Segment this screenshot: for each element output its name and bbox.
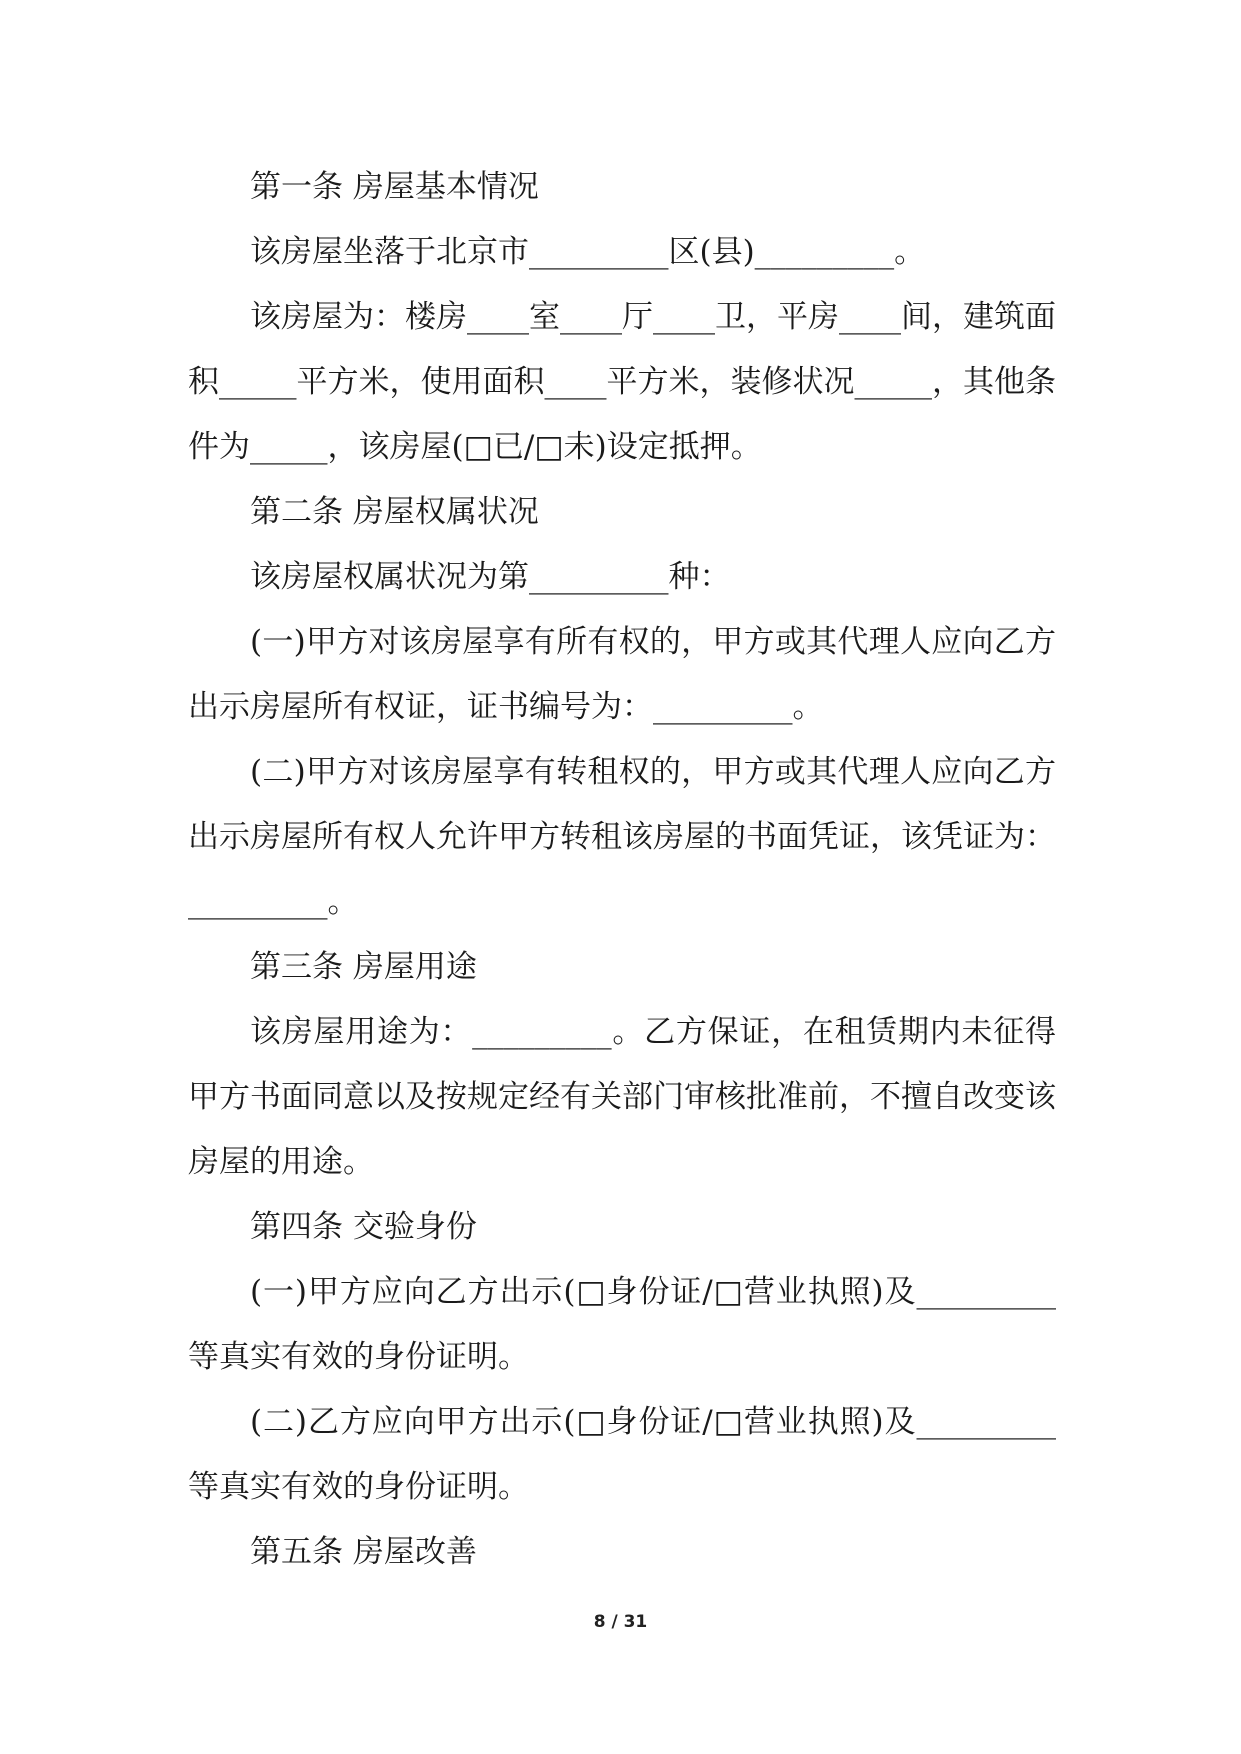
article-3-heading: 第三条 房屋用途 bbox=[250, 949, 477, 985]
article-5-heading: 第五条 房屋改善 bbox=[250, 1534, 477, 1570]
article-2-status: 该房屋权属状况为第_________种： bbox=[250, 559, 731, 595]
article-4-heading: 第四条 交验身份 bbox=[250, 1209, 477, 1245]
article-3-usage: 该房屋用途为：_________。乙方保证，在租赁期内未征得甲方书面同意以及按规定经有关部门审核批准前，不擅自改变该房屋的用途。 bbox=[188, 1014, 1056, 1180]
article-2-heading: 第二条 房屋权属状况 bbox=[250, 494, 539, 530]
article-1-heading: 第一条 房屋基本情况 bbox=[250, 169, 539, 205]
article-4-item-1: (一)甲方应向乙方出示(□身份证/□营业执照)及_________等真实有效的身份证明。 bbox=[188, 1274, 1056, 1375]
article-2-item-1: (一)甲方对该房屋享有所有权的，甲方或其代理人应向乙方出示房屋所有权证，证书编号为：_________。 bbox=[188, 624, 1056, 725]
document-body bbox=[188, 155, 1056, 1585]
article-2-item-2: (二)甲方对该房屋享有转租权的，甲方或其代理人应向乙方出示房屋所有权人允许甲方转租该房屋的书面凭证，该凭证为：_________。 bbox=[188, 754, 1056, 920]
page-number: 8 / 31 bbox=[593, 1612, 648, 1632]
article-1-location: 该房屋坐落于北京市_________区(县)_________。 bbox=[250, 234, 926, 270]
article-4-item-2: (二)乙方应向甲方出示(□身份证/□营业执照)及_________等真实有效的身份证明。 bbox=[188, 1404, 1056, 1505]
article-1-details: 该房屋为：楼房____室____厅____卫，平房____间，建筑面积_____平方米，使用面积____平方米，装修状况_____，其他条件为_____，该房屋(□已/□未)设定抵押。 bbox=[188, 299, 1056, 465]
